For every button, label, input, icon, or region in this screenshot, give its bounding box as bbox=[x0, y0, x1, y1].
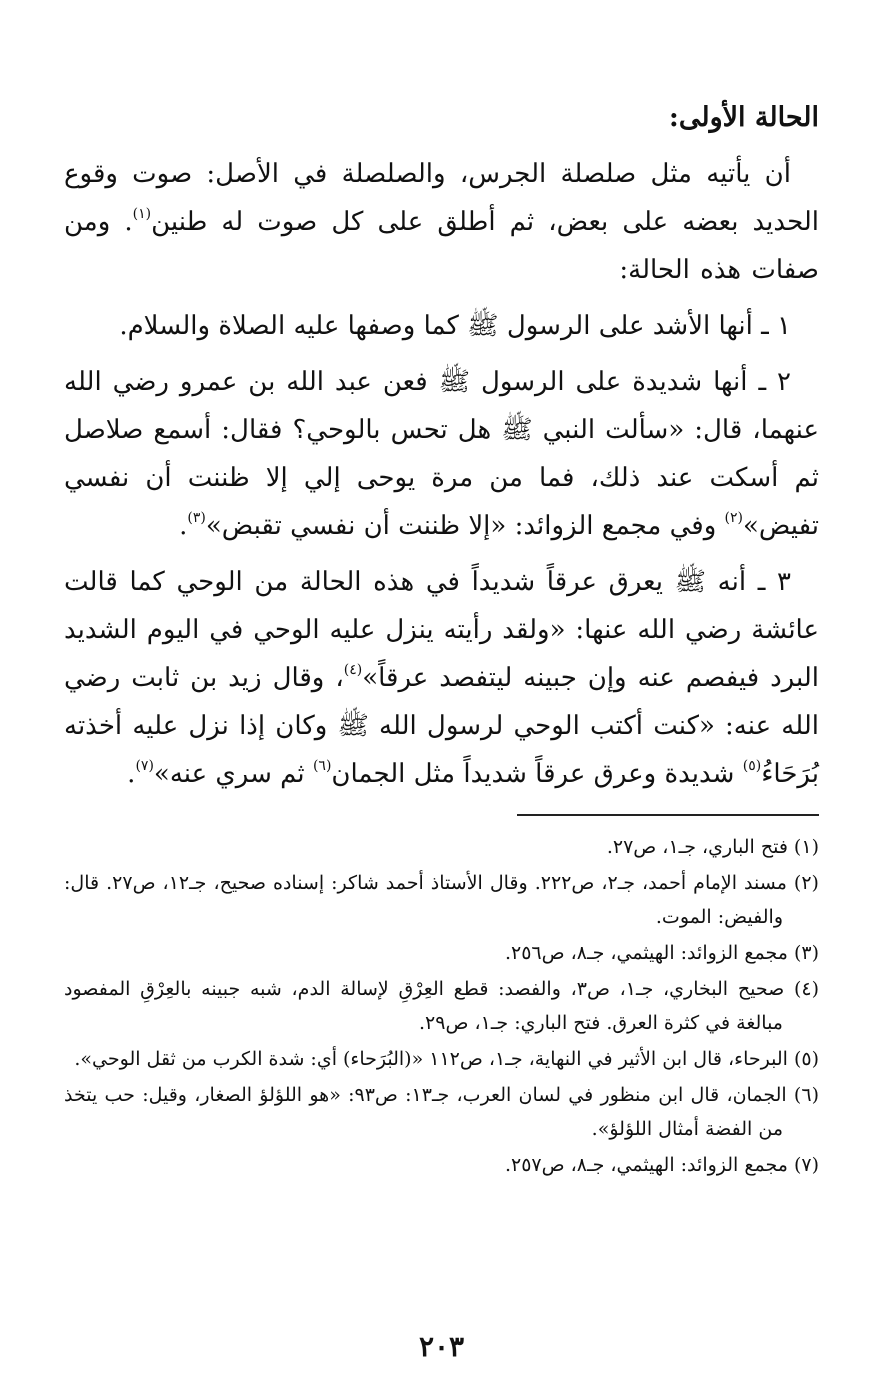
footnote-ref-3: (٣) bbox=[187, 510, 206, 526]
list-item-3 bbox=[64, 558, 819, 798]
footnotes-section bbox=[64, 830, 819, 1184]
footnote: (١) فتح الباري، جـ١، ص٢٧. bbox=[606, 836, 819, 858]
footnote-divider bbox=[517, 814, 819, 816]
list-item-3-text-c: شديدة وعرق عرقاً شديداً مثل الجمان bbox=[331, 759, 743, 789]
footnote-ref-5: (٥) bbox=[742, 758, 762, 774]
page-number: ٢٠٣ bbox=[418, 1330, 465, 1363]
list-item-3-end: . bbox=[127, 759, 136, 789]
footnote: (٦) الجمان، قال ابن منظور في لسان العرب، جـ١٣: ص٩٣: «هو اللؤلؤ الصغار، وقيل: حب يتخذ من الفضة أمثال اللؤلؤ». bbox=[64, 1084, 819, 1140]
footnote-ref-6: (٦) bbox=[312, 758, 332, 774]
footnote-ref-7: (٧) bbox=[135, 758, 154, 774]
footnote: (٤) صحيح البخاري، جـ١، ص٣، والفصد: قطع العِرْقِ لإسالة الدم، شبه جبينه بالعِرْقِ المفصود مبالغة في كثرة العرق. فتح الباري: جـ١، ص٢٩. bbox=[64, 978, 819, 1034]
list-item-1 bbox=[64, 302, 819, 350]
section-heading: الحالة الأولى: bbox=[668, 102, 819, 133]
book-page bbox=[64, 100, 819, 1363]
footnote-ref-4: (٤) bbox=[343, 662, 363, 678]
footnote: (٥) البرحاء، قال ابن الأثير في النهاية، جـ١، ص١١٢ «(البُرَحاء) أي: شدة الكرب من ثقل الوحي». bbox=[74, 1048, 819, 1070]
footnote-ref-1: (١) bbox=[132, 206, 152, 222]
footnote: (٧) مجمع الزوائد: الهيثمي، جـ٨، ص٢٥٧. bbox=[504, 1154, 819, 1176]
list-item-2-text-a: ٢ ـ أنها شديدة على الرسول ﷺ فعن عبد الله بن عمرو رضي الله عنهما، قال: «سألت النبي ﷺ هل تحس بالوحي؟ فقال: أسمع صلاصل ثم أسكت عند ذلك، فما من مرة يوحى إلي إلا ظننت أن نفسي تفيض» bbox=[64, 367, 819, 541]
list-item-2 bbox=[64, 358, 819, 550]
list-item-1-text: ١ ـ أنها الأشد على الرسول ﷺ كما وصفها عليه الصلاة والسلام. bbox=[119, 311, 791, 341]
intro-text: أن يأتيه مثل صلصلة الجرس، والصلصلة في الأصل: صوت وقوع الحديد بعضه على بعض، ثم أطلق على كل صوت له طنين bbox=[64, 159, 819, 237]
intro-end-text: . ومن صفات هذه الحالة: bbox=[64, 207, 819, 285]
footnote: (٢) مسند الإمام أحمد، جـ٢، ص٢٢٢. وقال الأستاذ أحمد شاكر: إسناده صحيح، جـ١٢، ص٢٧. قال: والفيض: الموت. bbox=[64, 872, 819, 928]
intro-paragraph bbox=[64, 150, 819, 294]
footnote: (٣) مجمع الزوائد: الهيثمي، جـ٨، ص٢٥٦. bbox=[504, 942, 819, 964]
list-item-2-end: . bbox=[179, 511, 188, 541]
list-item-2-text-b: وفي مجمع الزوائد: «إلا ظننت أن نفسي تقبض» bbox=[205, 511, 725, 541]
list-item-3-text-a: ٣ ـ أنه ﷺ يعرق عرقاً شديداً في هذه الحالة من الوحي كما قالت عائشة رضي الله عنها: «ولقد رأيته ينزل عليه الوحي في اليوم الشديد البرد فيفصم عنه وإن جبينه ليتفصد عرقاً» bbox=[64, 567, 819, 693]
footnote-ref-2: (٢) bbox=[724, 510, 743, 526]
list-item-3-text-d: ثم سري عنه» bbox=[153, 759, 313, 789]
list-item-3-text-b: ، وقال زيد بن ثابت رضي الله عنه: «كنت أكتب الوحي لرسول الله ﷺ وكان إذا نزل عليه أخذته بُرَحَاءُ bbox=[64, 663, 819, 789]
